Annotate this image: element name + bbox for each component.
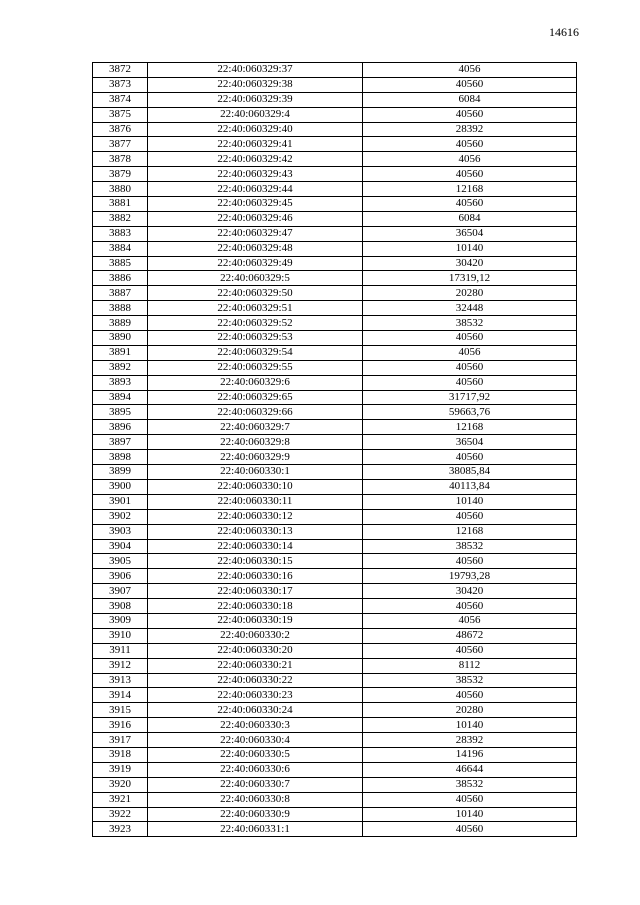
value-cell: 36504 xyxy=(363,435,577,450)
table-row xyxy=(93,316,577,331)
row-number-cell: 3919 xyxy=(93,762,148,777)
row-number-cell: 3908 xyxy=(93,599,148,614)
cadastral-number-cell: 22:40:060330:24 xyxy=(148,703,363,718)
row-number-cell: 3880 xyxy=(93,182,148,197)
cadastral-number-cell: 22:40:060330:15 xyxy=(148,554,363,569)
value-cell: 10140 xyxy=(363,718,577,733)
table-row xyxy=(93,509,577,524)
row-number-cell: 3876 xyxy=(93,122,148,137)
cadastral-number-cell: 22:40:060329:6 xyxy=(148,375,363,390)
row-number-cell: 3889 xyxy=(93,316,148,331)
row-number-cell: 3873 xyxy=(93,77,148,92)
table-row xyxy=(93,345,577,360)
value-cell: 40560 xyxy=(363,331,577,346)
table-row xyxy=(93,539,577,554)
table-row xyxy=(93,137,577,152)
value-cell: 40560 xyxy=(363,509,577,524)
cadastral-number-cell: 22:40:060329:37 xyxy=(148,63,363,78)
cadastral-number-cell: 22:40:060329:9 xyxy=(148,450,363,465)
row-number-cell: 3909 xyxy=(93,613,148,628)
table-row xyxy=(93,569,577,584)
value-cell: 17319,12 xyxy=(363,271,577,286)
table-row xyxy=(93,688,577,703)
registry-table-body xyxy=(93,63,577,837)
row-number-cell: 3897 xyxy=(93,435,148,450)
row-number-cell: 3878 xyxy=(93,152,148,167)
table-row xyxy=(93,182,577,197)
table-row xyxy=(93,599,577,614)
row-number-cell: 3915 xyxy=(93,703,148,718)
cadastral-number-cell: 22:40:060330:4 xyxy=(148,733,363,748)
value-cell: 40560 xyxy=(363,375,577,390)
value-cell: 14196 xyxy=(363,747,577,762)
cadastral-number-cell: 22:40:060330:23 xyxy=(148,688,363,703)
cadastral-number-cell: 22:40:060329:47 xyxy=(148,226,363,241)
cadastral-number-cell: 22:40:060329:4 xyxy=(148,107,363,122)
row-number-cell: 3912 xyxy=(93,658,148,673)
cadastral-number-cell: 22:40:060330:2 xyxy=(148,628,363,643)
table-row xyxy=(93,152,577,167)
table-row xyxy=(93,733,577,748)
value-cell: 40560 xyxy=(363,643,577,658)
table-row xyxy=(93,643,577,658)
row-number-cell: 3877 xyxy=(93,137,148,152)
row-number-cell: 3902 xyxy=(93,509,148,524)
row-number-cell: 3882 xyxy=(93,211,148,226)
row-number-cell: 3913 xyxy=(93,673,148,688)
value-cell: 4056 xyxy=(363,613,577,628)
row-number-cell: 3899 xyxy=(93,465,148,480)
value-cell: 36504 xyxy=(363,226,577,241)
table-row xyxy=(93,77,577,92)
row-number-cell: 3884 xyxy=(93,241,148,256)
row-number-cell: 3910 xyxy=(93,628,148,643)
cadastral-number-cell: 22:40:060330:18 xyxy=(148,599,363,614)
value-cell: 38532 xyxy=(363,673,577,688)
table-row xyxy=(93,703,577,718)
table-row xyxy=(93,107,577,122)
cadastral-number-cell: 22:40:060329:55 xyxy=(148,360,363,375)
table-row xyxy=(93,613,577,628)
cadastral-number-cell: 22:40:060330:5 xyxy=(148,747,363,762)
row-number-cell: 3875 xyxy=(93,107,148,122)
row-number-cell: 3917 xyxy=(93,733,148,748)
table-row xyxy=(93,271,577,286)
row-number-cell: 3886 xyxy=(93,271,148,286)
cadastral-number-cell: 22:40:060330:17 xyxy=(148,584,363,599)
table-row xyxy=(93,197,577,212)
table-row xyxy=(93,286,577,301)
cadastral-number-cell: 22:40:060329:44 xyxy=(148,182,363,197)
cadastral-number-cell: 22:40:060329:38 xyxy=(148,77,363,92)
row-number-cell: 3893 xyxy=(93,375,148,390)
table-row xyxy=(93,211,577,226)
value-cell: 10140 xyxy=(363,807,577,822)
value-cell: 40560 xyxy=(363,792,577,807)
row-number-cell: 3900 xyxy=(93,479,148,494)
row-number-cell: 3890 xyxy=(93,331,148,346)
table-row xyxy=(93,360,577,375)
row-number-cell: 3903 xyxy=(93,524,148,539)
table-row xyxy=(93,331,577,346)
value-cell: 12168 xyxy=(363,420,577,435)
row-number-cell: 3895 xyxy=(93,405,148,420)
cadastral-number-cell: 22:40:060329:52 xyxy=(148,316,363,331)
table-row xyxy=(93,241,577,256)
row-number-cell: 3911 xyxy=(93,643,148,658)
value-cell: 40560 xyxy=(363,450,577,465)
table-row xyxy=(93,792,577,807)
cadastral-number-cell: 22:40:060329:40 xyxy=(148,122,363,137)
cadastral-number-cell: 22:40:060329:43 xyxy=(148,167,363,182)
row-number-cell: 3916 xyxy=(93,718,148,733)
value-cell: 46644 xyxy=(363,762,577,777)
cadastral-number-cell: 22:40:060330:14 xyxy=(148,539,363,554)
cadastral-number-cell: 22:40:060330:1 xyxy=(148,465,363,480)
registry-table xyxy=(92,62,577,837)
row-number-cell: 3894 xyxy=(93,390,148,405)
value-cell: 32448 xyxy=(363,301,577,316)
value-cell: 48672 xyxy=(363,628,577,643)
value-cell: 20280 xyxy=(363,286,577,301)
cadastral-number-cell: 22:40:060329:41 xyxy=(148,137,363,152)
value-cell: 19793,28 xyxy=(363,569,577,584)
value-cell: 38532 xyxy=(363,539,577,554)
cadastral-number-cell: 22:40:060329:49 xyxy=(148,256,363,271)
table-row xyxy=(93,658,577,673)
value-cell: 40560 xyxy=(363,554,577,569)
table-row xyxy=(93,494,577,509)
cadastral-number-cell: 22:40:060331:1 xyxy=(148,822,363,837)
value-cell: 4056 xyxy=(363,152,577,167)
cadastral-number-cell: 22:40:060330:10 xyxy=(148,479,363,494)
value-cell: 30420 xyxy=(363,256,577,271)
cadastral-number-cell: 22:40:060330:7 xyxy=(148,777,363,792)
row-number-cell: 3896 xyxy=(93,420,148,435)
value-cell: 40560 xyxy=(363,360,577,375)
cadastral-number-cell: 22:40:060330:3 xyxy=(148,718,363,733)
value-cell: 40560 xyxy=(363,167,577,182)
row-number-cell: 3898 xyxy=(93,450,148,465)
cadastral-number-cell: 22:40:060329:50 xyxy=(148,286,363,301)
row-number-cell: 3920 xyxy=(93,777,148,792)
row-number-cell: 3922 xyxy=(93,807,148,822)
value-cell: 40560 xyxy=(363,822,577,837)
row-number-cell: 3901 xyxy=(93,494,148,509)
table-row xyxy=(93,450,577,465)
cadastral-number-cell: 22:40:060330:22 xyxy=(148,673,363,688)
row-number-cell: 3885 xyxy=(93,256,148,271)
value-cell: 4056 xyxy=(363,345,577,360)
value-cell: 38532 xyxy=(363,316,577,331)
cadastral-number-cell: 22:40:060330:11 xyxy=(148,494,363,509)
cadastral-number-cell: 22:40:060329:51 xyxy=(148,301,363,316)
cadastral-number-cell: 22:40:060329:42 xyxy=(148,152,363,167)
cadastral-number-cell: 22:40:060329:5 xyxy=(148,271,363,286)
table-row xyxy=(93,435,577,450)
cadastral-number-cell: 22:40:060329:39 xyxy=(148,92,363,107)
value-cell: 38532 xyxy=(363,777,577,792)
cadastral-number-cell: 22:40:060329:8 xyxy=(148,435,363,450)
table-row xyxy=(93,301,577,316)
value-cell: 28392 xyxy=(363,733,577,748)
cadastral-number-cell: 22:40:060329:48 xyxy=(148,241,363,256)
table-row xyxy=(93,747,577,762)
value-cell: 30420 xyxy=(363,584,577,599)
table-row xyxy=(93,405,577,420)
value-cell: 38085,84 xyxy=(363,465,577,480)
row-number-cell: 3887 xyxy=(93,286,148,301)
table-row xyxy=(93,92,577,107)
table-row xyxy=(93,584,577,599)
table-row xyxy=(93,762,577,777)
table-row xyxy=(93,256,577,271)
value-cell: 40560 xyxy=(363,107,577,122)
value-cell: 40560 xyxy=(363,688,577,703)
value-cell: 31717,92 xyxy=(363,390,577,405)
table-row xyxy=(93,167,577,182)
row-number-cell: 3881 xyxy=(93,197,148,212)
value-cell: 40113,84 xyxy=(363,479,577,494)
value-cell: 40560 xyxy=(363,77,577,92)
value-cell: 6084 xyxy=(363,92,577,107)
row-number-cell: 3888 xyxy=(93,301,148,316)
row-number-cell: 3879 xyxy=(93,167,148,182)
table-row xyxy=(93,226,577,241)
table-row xyxy=(93,465,577,480)
row-number-cell: 3918 xyxy=(93,747,148,762)
value-cell: 28392 xyxy=(363,122,577,137)
cadastral-number-cell: 22:40:060330:13 xyxy=(148,524,363,539)
table-row xyxy=(93,628,577,643)
value-cell: 12168 xyxy=(363,182,577,197)
table-row xyxy=(93,807,577,822)
cadastral-number-cell: 22:40:060329:66 xyxy=(148,405,363,420)
row-number-cell: 3907 xyxy=(93,584,148,599)
table-row xyxy=(93,777,577,792)
table-row xyxy=(93,420,577,435)
row-number-cell: 3914 xyxy=(93,688,148,703)
table-row xyxy=(93,479,577,494)
cadastral-number-cell: 22:40:060329:65 xyxy=(148,390,363,405)
table-row xyxy=(93,718,577,733)
value-cell: 6084 xyxy=(363,211,577,226)
row-number-cell: 3923 xyxy=(93,822,148,837)
cadastral-number-cell: 22:40:060330:20 xyxy=(148,643,363,658)
cadastral-number-cell: 22:40:060329:46 xyxy=(148,211,363,226)
cadastral-number-cell: 22:40:060329:53 xyxy=(148,331,363,346)
table-row xyxy=(93,524,577,539)
table-row xyxy=(93,554,577,569)
value-cell: 20280 xyxy=(363,703,577,718)
row-number-cell: 3892 xyxy=(93,360,148,375)
value-cell: 12168 xyxy=(363,524,577,539)
table-row xyxy=(93,822,577,837)
cadastral-number-cell: 22:40:060329:7 xyxy=(148,420,363,435)
table-row xyxy=(93,375,577,390)
value-cell: 40560 xyxy=(363,197,577,212)
value-cell: 59663,76 xyxy=(363,405,577,420)
value-cell: 10140 xyxy=(363,241,577,256)
cadastral-number-cell: 22:40:060330:12 xyxy=(148,509,363,524)
value-cell: 4056 xyxy=(363,63,577,78)
cadastral-number-cell: 22:40:060329:54 xyxy=(148,345,363,360)
row-number-cell: 3874 xyxy=(93,92,148,107)
value-cell: 8112 xyxy=(363,658,577,673)
row-number-cell: 3872 xyxy=(93,63,148,78)
page-number: 14616 xyxy=(549,25,579,39)
table-row xyxy=(93,673,577,688)
cadastral-number-cell: 22:40:060330:8 xyxy=(148,792,363,807)
cadastral-number-cell: 22:40:060330:16 xyxy=(148,569,363,584)
value-cell: 40560 xyxy=(363,137,577,152)
cadastral-number-cell: 22:40:060330:6 xyxy=(148,762,363,777)
cadastral-number-cell: 22:40:060330:19 xyxy=(148,613,363,628)
row-number-cell: 3906 xyxy=(93,569,148,584)
table-row xyxy=(93,122,577,137)
row-number-cell: 3905 xyxy=(93,554,148,569)
table-row xyxy=(93,390,577,405)
row-number-cell: 3921 xyxy=(93,792,148,807)
value-cell: 40560 xyxy=(363,599,577,614)
cadastral-number-cell: 22:40:060329:45 xyxy=(148,197,363,212)
row-number-cell: 3891 xyxy=(93,345,148,360)
cadastral-number-cell: 22:40:060330:9 xyxy=(148,807,363,822)
row-number-cell: 3883 xyxy=(93,226,148,241)
table-row xyxy=(93,63,577,78)
value-cell: 10140 xyxy=(363,494,577,509)
row-number-cell: 3904 xyxy=(93,539,148,554)
cadastral-number-cell: 22:40:060330:21 xyxy=(148,658,363,673)
